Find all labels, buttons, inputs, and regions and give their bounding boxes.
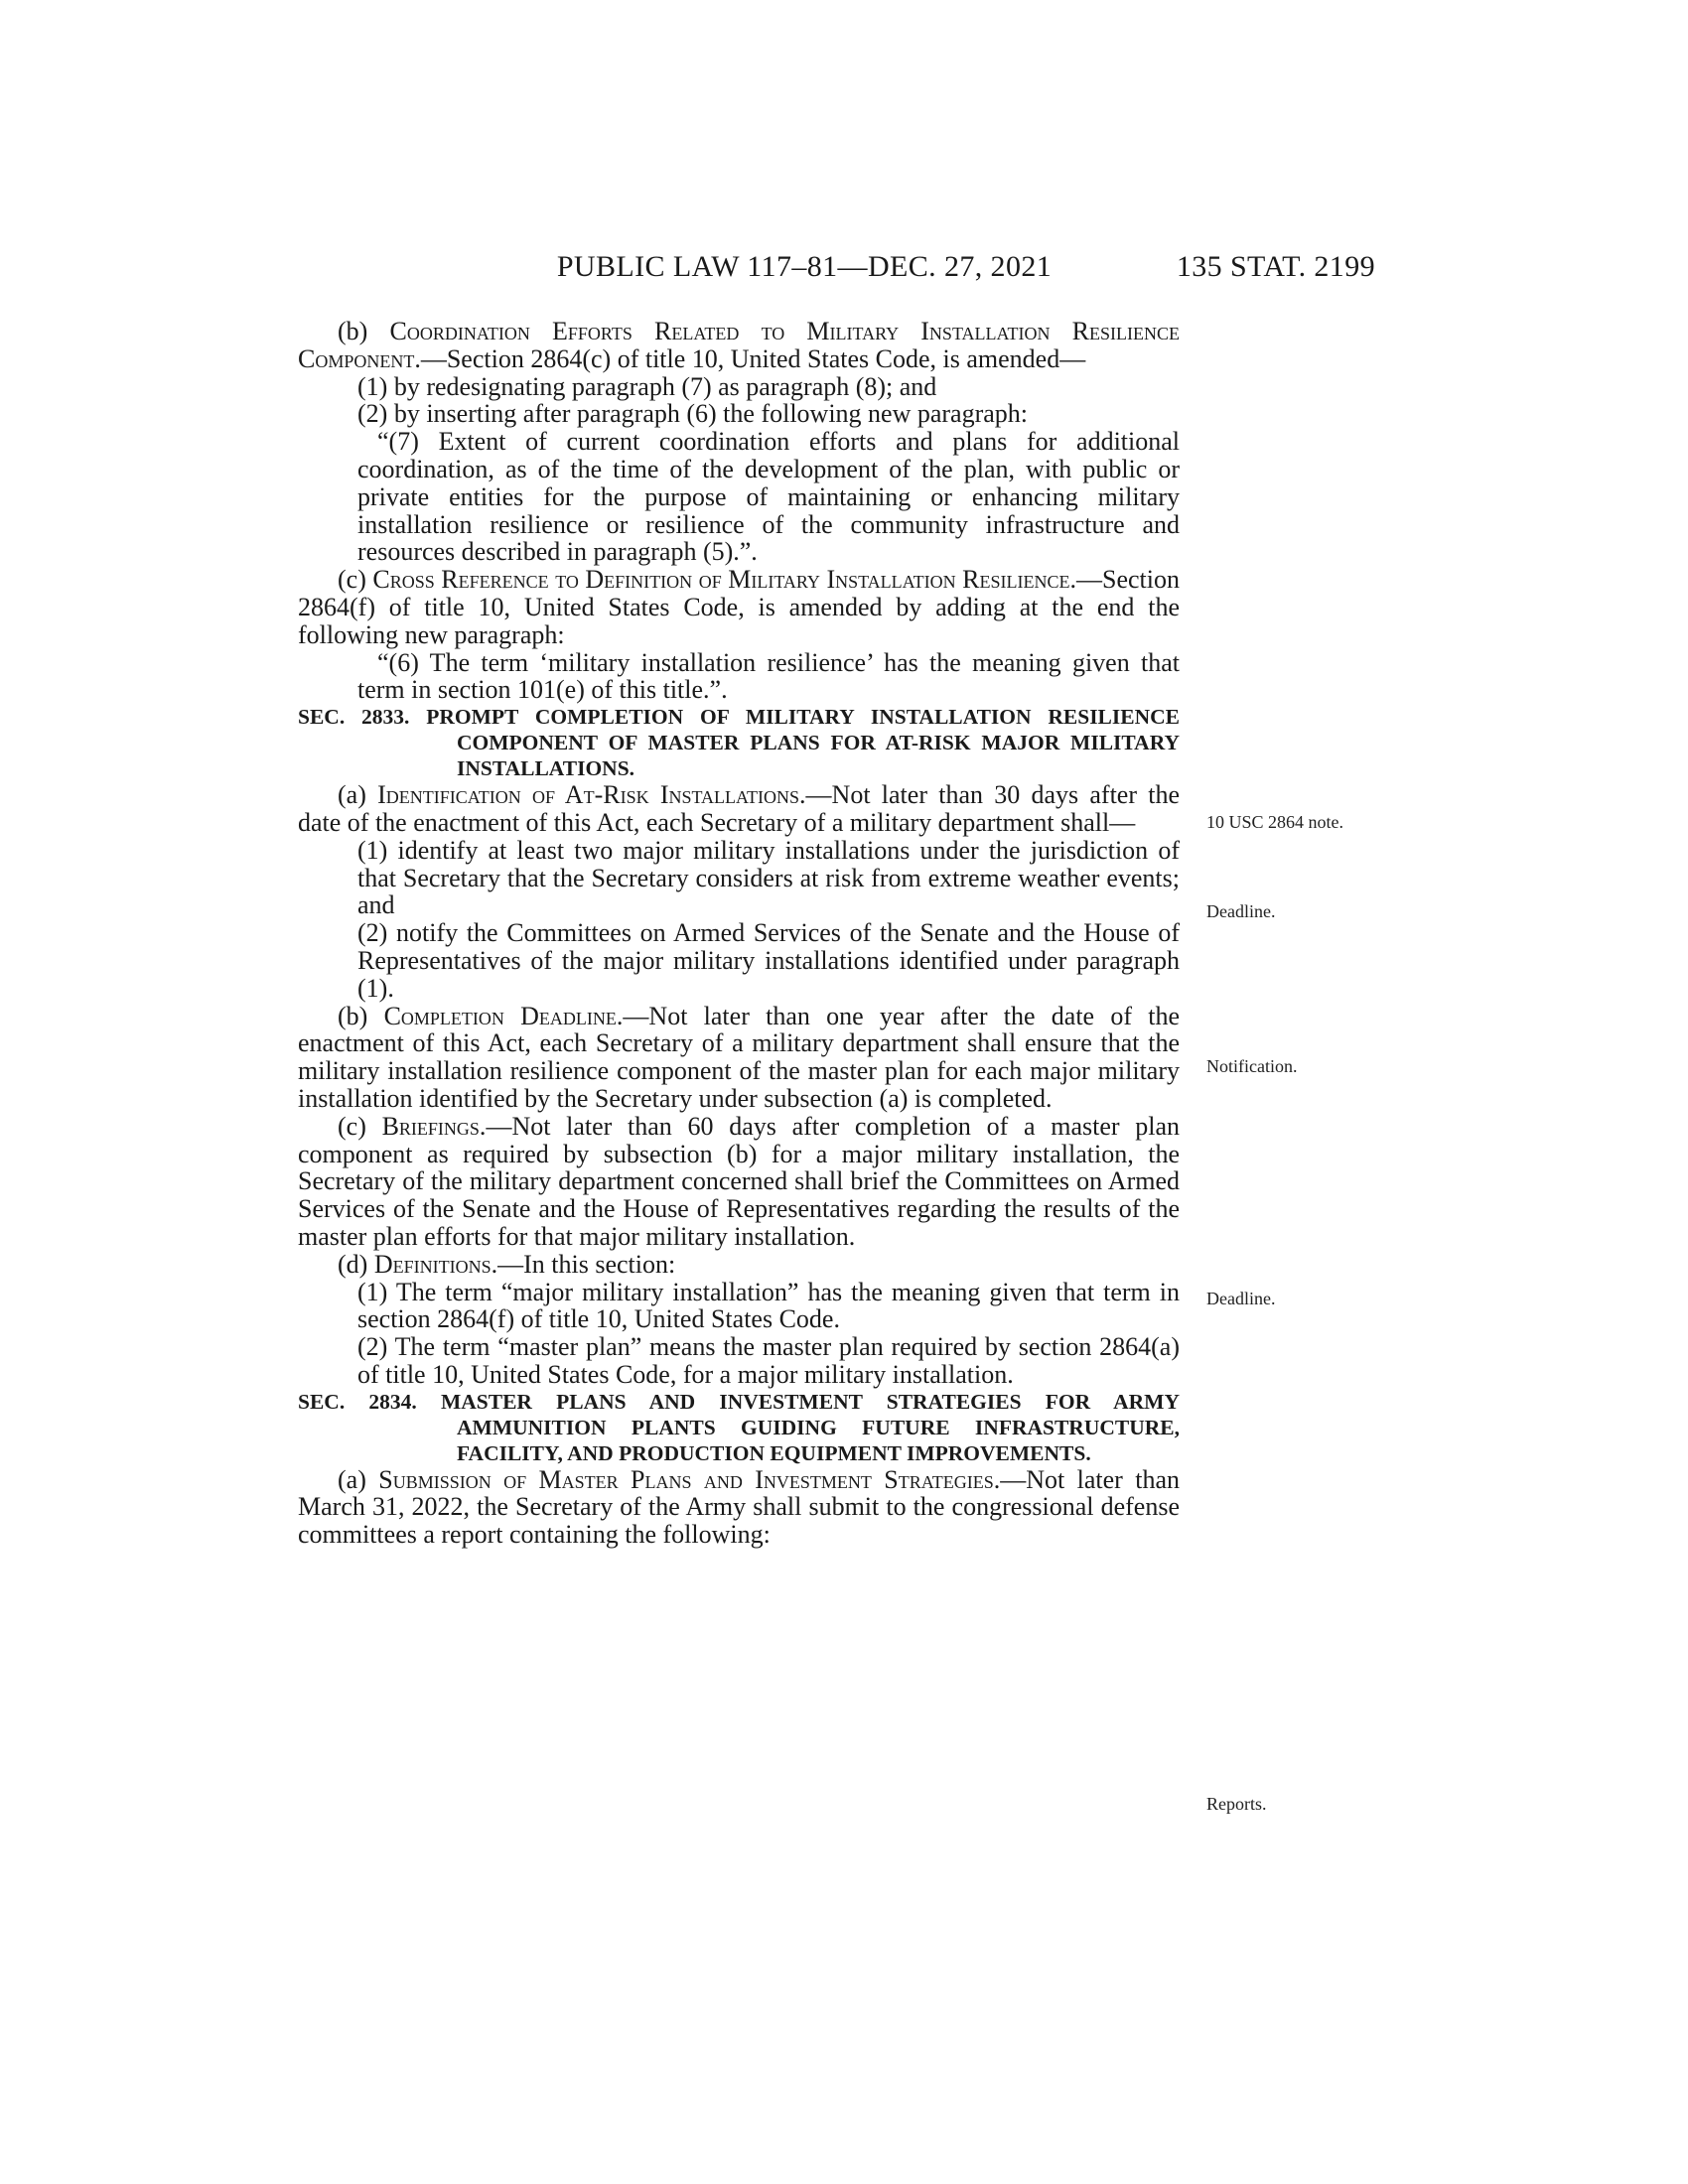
margin-note-notification: Notification. [1206, 1056, 1298, 1076]
law-title: PUBLIC LAW 117–81—DEC. 27, 2021 [556, 250, 1053, 283]
s2833-d-paragraph-2: (2) The term “master plan” means the master plan required by section 2864(a) of title 10, United States Code, for a major military installation. [357, 1332, 1180, 1389]
section-2833-heading: SEC. 2833. PROMPT COMPLETION OF MILITARY INSTALLATION RESILIENCE COMPONENT OF MASTER PLANS FOR AT-RISK MAJOR MILITARY INSTALLATIONS. [298, 705, 1180, 781]
s2833-b-text: —Not later than one year after the date of the enactment of this Act, each Secretary of a military department shall ensure that the military installation resilience component of the master plan for each major military installation identified by the Secretary under subsection (a) is completed. [298, 1001, 1180, 1113]
s2833-d-caption: Definitions. [373, 1249, 498, 1279]
s2833-c-caption: Briefings. [381, 1111, 487, 1141]
subsection-b-text: —Section 2864(c) of title 10, United States Code, is amended— [420, 343, 1086, 373]
quoted-paragraph-7: “(7) Extent of current coordination efforts and plans for additional coordination, as of the time of the development of the plan, with public or private entities for the purpose of maintaining or enhancing military installation resilience or resilience of the community infrastructure and resources described in paragraph (5).”. [357, 427, 1180, 567]
stat-page-number: 135 STAT. 2199 [1176, 250, 1375, 283]
s2834-a-text: —Not later than March 31, 2022, the Secretary of the Army shall submit to the congressional defense committees a report containing the following: [298, 1464, 1180, 1550]
s2833-a-text: —Not later than 30 days after the date of the enactment of this Act, each Secretary of a military department shall— [298, 780, 1180, 837]
s2833-d-paragraph-1: (1) The term “major military installation” has the meaning given that term in section 2864(f) of title 10, United States Code. [357, 1277, 1180, 1334]
s2833-a-paragraph-1: (1) identify at least two major military installations under the jurisdiction of that Secretary that the Secretary considers at risk from extreme weather events; and [357, 835, 1180, 920]
s2833-c-text: —Not later than 60 days after completion of a master plan component as required by subsection (b) for a major military installation, the Secretary of the military department concerned shall brief the Committees on Armed Services of the Senate and the House of Representatives regarding the results of the master plan efforts for that major military installation. [298, 1111, 1181, 1251]
margin-note-deadline-2: Deadline. [1206, 1289, 1276, 1308]
s2833-subsection-b: (b) Completion Deadline.—Not later than one year after the date of the enactment of this Act, each Secretary of a military department shall ensure that the military installation resilience component of the master plan for each major military installation identified by the Secretary under subsection (a) is completed. [298, 1001, 1180, 1113]
s2834-a-caption: Submission of Master Plans and Investment Strategies. [378, 1464, 1001, 1494]
s2833-subsection-a: (a) Identification of At-Risk Installations.—Not later than 30 days after the date of the enactment of this Act, each Secretary of a military department shall— [298, 780, 1180, 837]
s2834-subsection-a: (a) Submission of Master Plans and Investment Strategies.—Not later than March 31, 2022, the Secretary of the Army shall submit to the congressional defense committees a report containing the following: [298, 1464, 1180, 1550]
s2833-subsection-c: (c) Briefings.—Not later than 60 days after completion of a master plan component as required by subsection (b) for a major military installation, the Secretary of the military department concerned shall brief the Committees on Armed Services of the Senate and the House of Representatives regarding the results of the master plan efforts for that major military installation. [298, 1111, 1181, 1251]
s2833-a-paragraph-2: (2) notify the Committees on Armed Services of the Senate and the House of Representatives of the major military installations identified under paragraph (1). [357, 918, 1180, 1003]
margin-note-reports: Reports. [1206, 1794, 1267, 1814]
subsection-c-text: —Section 2864(f) of title 10, United States Code, is amended by adding at the end the following new paragraph: [298, 565, 1181, 649]
s2833-b-caption: Completion Deadline. [383, 1001, 624, 1030]
s2833-a-caption: Identification of At-Risk Installations. [377, 780, 806, 810]
subsection-b: (b) Coordination Efforts Related to Military Installation Resilience Component.—Section 2864(c) of title 10, United States Code, is amended— [298, 317, 1180, 373]
s2833-subsection-d: (d) Definitions.—In this section: [338, 1249, 676, 1279]
paragraph-b-2: (2) by inserting after paragraph (6) the following new paragraph: [357, 399, 1029, 429]
s2833-d-text: —In this section: [497, 1249, 676, 1279]
subsection-c: (c) Cross Reference to Definition of Military Installation Resilience.—Section 2864(f) of title 10, United States Code, is amended by adding at the end the following new paragraph: [298, 565, 1181, 649]
paragraph-b-1: (1) by redesignating paragraph (7) as paragraph (8); and [357, 371, 937, 401]
subsection-b-caption: Coordination Efforts Related to Military Installation Resilience Component. [298, 317, 1180, 373]
subsection-c-caption: Cross Reference to Definition of Military Installation Resilience. [372, 565, 1077, 595]
quoted-paragraph-6: “(6) The term ‘military installation resilience’ has the meaning given that term in section 101(e) of this title.”. [357, 647, 1180, 705]
body-text [298, 318, 1180, 1549]
margin-note-usc: 10 USC 2864 note. [1206, 812, 1344, 832]
margin-note-deadline: Deadline. [1206, 901, 1276, 921]
section-2834-heading: SEC. 2834. MASTER PLANS AND INVESTMENT STRATEGIES FOR ARMY AMMUNITION PLANTS GUIDING FUTURE INFRASTRUCTURE, FACILITY, AND PRODUCTION EQUIPMENT IMPROVEMENTS. [298, 1389, 1180, 1465]
running-head [298, 250, 1375, 294]
